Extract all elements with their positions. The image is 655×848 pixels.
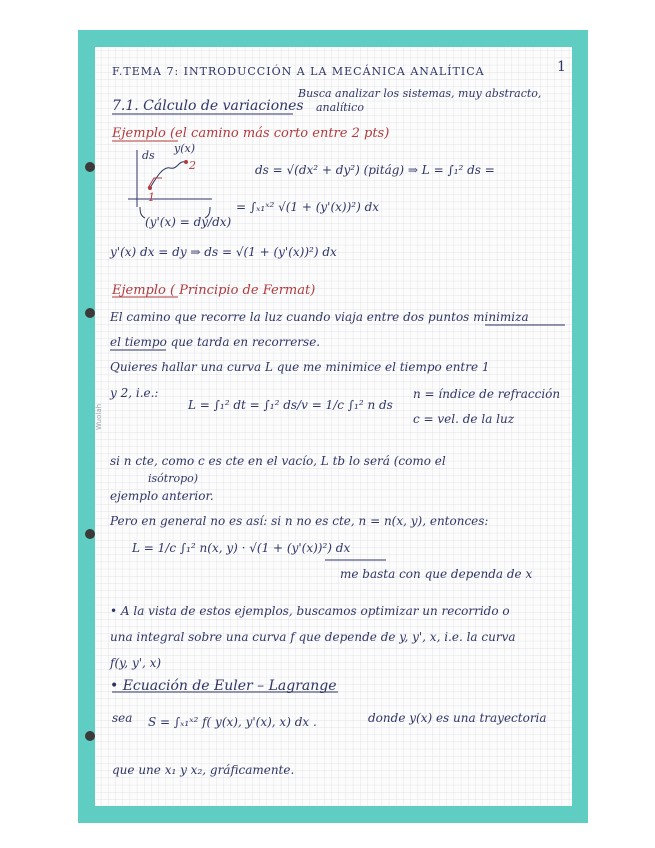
fermat-line-1: El camino que recorre la luz cuando viaja entre dos puntos minimiza (110, 310, 529, 324)
summary-line-1: • A la vista de estos ejemplos, buscamos optimizar un recorrido o (110, 604, 510, 618)
euler-line-1: donde y(x) es una trayectoria (368, 711, 547, 725)
fig-yx-label: y(x) (174, 142, 196, 155)
fermat-line-7: Pero en general no es así: si n no es cte, n = n(x, y), entonces: (110, 514, 489, 528)
section-title: 7.1. Cálculo de variaciones (112, 98, 304, 114)
summary-line-2: una integral sobre una curva f que depende de y, y', x, i.e. la curva (110, 630, 516, 644)
example2-heading: Ejemplo ( Principio de Fermat) (112, 283, 316, 298)
header-note-2: analítico (316, 101, 364, 114)
page-header: F.TEMA 7: INTRODUCCIÓN A LA MECÁNICA ANALÍTICA (112, 65, 485, 78)
summary-line-3: f(y, y', x) (110, 656, 162, 670)
euler-line-2: que une x₁ y x₂, gráficamente. (112, 763, 295, 777)
fermat-line-5: si n cte, como c es cte en el vacío, L tb lo será (como el (110, 454, 446, 468)
eq-ds-substitution: y'(x) dx = dy ⇒ ds = √(1 + (y'(x))²) dx (110, 245, 337, 259)
fig-point-1: 1 (148, 191, 155, 204)
fig-caption: (y'(x) = dy/dx) (145, 215, 232, 229)
eq-length-integral: = ∫ₓ₁ˣ² √(1 + (y'(x))²) dx (236, 200, 380, 214)
eq-fermat-general: L = 1/c ∫₁² n(x, y) · √(1 + (y'(x))²) dx (132, 541, 351, 555)
euler-lagrange-heading: • Ecuación de Euler – Lagrange (110, 678, 337, 694)
fermat-line-2: el tiempo que tarda en recorrerse. (110, 335, 321, 349)
def-n: n = índice de refracción (413, 387, 561, 401)
page-number: 1 (557, 59, 566, 75)
example1-heading: Ejemplo (el camino más corto entre 2 pts) (112, 126, 390, 141)
header-note-1: Busca analizar los sistemas, muy abstracto, (298, 87, 542, 100)
eq-action: S = ∫ₓ₁ˣ² f( y(x), y'(x), x) dx . (148, 715, 317, 729)
fermat-line-4: y 2, i.e.: (110, 386, 159, 400)
fig-ds-label: ds (142, 149, 155, 162)
fermat-note: me basta con que dependa de x (340, 567, 533, 581)
fig-point-2: 2 (189, 159, 196, 172)
euler-sea: sea (112, 711, 133, 725)
eq-arc-length: ds = √(dx² + dy²) (pitág) ⇒ L = ∫₁² ds = (255, 163, 495, 177)
fermat-line-6: ejemplo anterior. (110, 489, 214, 503)
def-c: c = vel. de la luz (413, 412, 515, 426)
eq-fermat: L = ∫₁² dt = ∫₁² ds/v = 1/c ∫₁² n ds (188, 398, 393, 412)
watermark: Wuolah (95, 403, 103, 430)
fermat-line-5b: isótropo) (148, 472, 199, 485)
fermat-line-3: Quieres hallar una curva L que me minimice el tiempo entre 1 (110, 360, 490, 374)
